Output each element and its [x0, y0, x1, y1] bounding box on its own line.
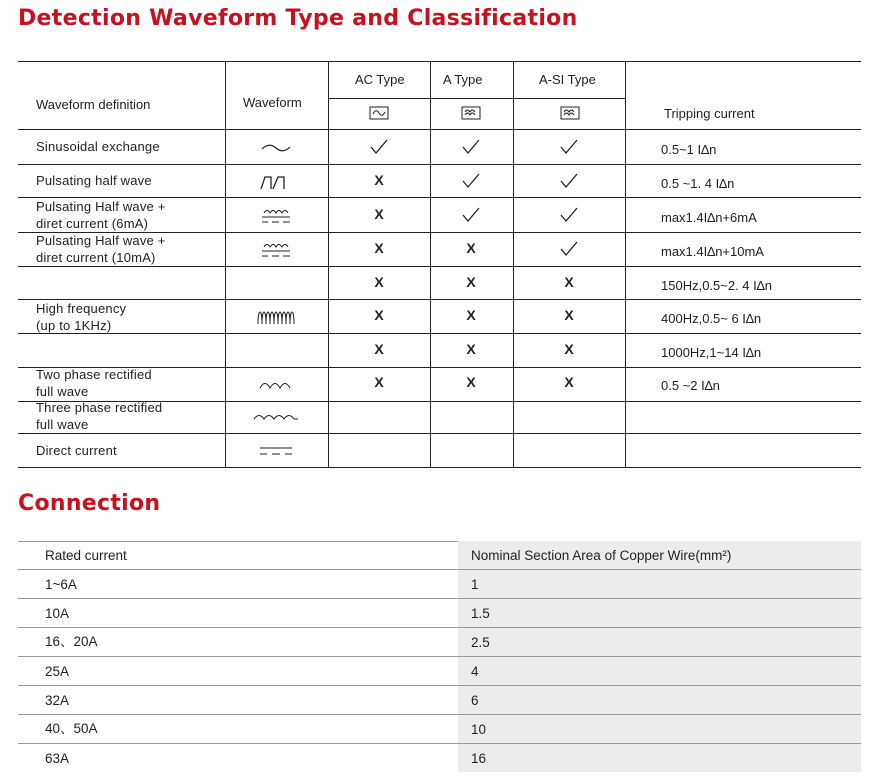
- row0-a-check-icon: [461, 138, 481, 156]
- connection-table: [18, 541, 861, 772]
- hf-asi-1-cross-mark: X: [564, 307, 574, 323]
- pulsating-half-wave-icon: [260, 173, 292, 191]
- waveform-definition-2: Pulsating Half wave +: [36, 198, 166, 214]
- waveform-definition-3: diret current (10mA): [36, 250, 156, 265]
- detection-waveform-table: [18, 61, 861, 467]
- row0-asi-check-icon: [559, 138, 579, 156]
- row3-a-cross-mark: X: [466, 240, 476, 256]
- wire-area-cell: [458, 686, 861, 714]
- table-row: [18, 744, 861, 772]
- table-row-rule: [18, 266, 861, 267]
- tripping-current-header: Tripping current: [664, 106, 755, 121]
- pulsating-dc-icon: [260, 206, 292, 226]
- wire-area-value: 2.5: [471, 635, 490, 650]
- wire-area-header: Nominal Section Area of Copper Wire(mm²): [471, 548, 732, 563]
- type-icon-rule: [328, 98, 625, 99]
- waveform-definition-1: Pulsating half wave: [36, 173, 152, 188]
- wire-area-cell: [458, 744, 861, 772]
- ac-type-icon: [369, 106, 389, 120]
- table-row: [18, 570, 861, 599]
- table-row-rule: [18, 129, 861, 130]
- table-row-rule: [18, 164, 861, 165]
- waveform-definition-6: full wave: [36, 417, 89, 432]
- hf-asi-2-cross-mark: X: [564, 341, 574, 357]
- waveform-definition-header: Waveform definition: [36, 97, 151, 112]
- hf-a-2-cross-mark: X: [466, 341, 476, 357]
- row2-ac-cross-mark: X: [374, 205, 384, 222]
- asi-type-icon: [560, 106, 580, 120]
- table-row-rule: [18, 467, 861, 468]
- wire-area-header-cell: [458, 541, 861, 569]
- tripping-current-value: 0.5 ~1. 4 I∆n: [661, 175, 735, 191]
- detection-title: Detection Waveform Type and Classification: [18, 6, 578, 31]
- waveform-definition-0: Sinusoidal exchange: [36, 139, 160, 154]
- table-row-rule: [18, 299, 861, 300]
- asi-type-header: A-SI Type: [539, 72, 596, 87]
- connection-header-row: [18, 541, 861, 570]
- table-row-rule: [18, 433, 861, 434]
- wire-area-value: 4: [471, 664, 479, 679]
- wire-area-cell: [458, 657, 861, 685]
- table-row: [18, 599, 861, 628]
- rated-current-value: 63A: [45, 751, 70, 766]
- col-rule-waveform: [225, 61, 226, 467]
- hf-ac-2-cross-mark: X: [374, 341, 384, 357]
- tripping-current-value: 1000Hz,1~14 I∆n: [661, 345, 762, 360]
- rated-current-value: 25A: [45, 664, 70, 679]
- wire-area-value: 6: [471, 693, 479, 708]
- wire-area-value: 1: [471, 577, 479, 592]
- row3-ac-cross-mark: X: [374, 240, 384, 256]
- waveform-header: Waveform: [243, 95, 302, 110]
- high-frequency-wave-icon: [256, 308, 296, 328]
- waveform-definition-5: Two phase rectified: [36, 367, 152, 382]
- hf-ac-1-cross-mark: X: [374, 307, 384, 323]
- wire-area-value: 1.5: [471, 606, 490, 621]
- rated-current-cell: [18, 628, 458, 656]
- tripping-current-value: 0.5 ~2 I∆n: [661, 378, 720, 393]
- waveform-definition-7: Direct current: [36, 442, 117, 458]
- table-row: [18, 628, 861, 657]
- col-rule-ac: [328, 61, 329, 467]
- rated-current-value: 1~6A: [45, 577, 77, 592]
- wire-area-value: 10: [471, 722, 487, 737]
- rated-current-value: 16、20A: [45, 634, 98, 649]
- tripping-current-value: max1.4I∆n+6mA: [661, 209, 757, 225]
- waveform-definition-4: High frequency: [36, 300, 127, 316]
- table-row: [18, 657, 861, 686]
- tripping-current-value: max1.4I∆n+10mA: [661, 244, 764, 259]
- direct-current-icon: [259, 446, 293, 456]
- row5-a-cross-mark: X: [466, 374, 476, 390]
- pulsating-dc-icon: [260, 240, 292, 260]
- rated-current-cell: [18, 715, 458, 743]
- row1-asi-check-icon: [559, 172, 579, 190]
- table-row: [18, 686, 861, 715]
- row3-asi-check-icon: [559, 240, 579, 258]
- table-row: [18, 715, 861, 744]
- tripping-current-value: 400Hz,0.5~ 6 I∆n: [661, 311, 762, 326]
- wire-area-cell: [458, 628, 861, 656]
- rated-current-value: 32A: [45, 693, 70, 708]
- three-phase-rectified-icon: [252, 411, 300, 423]
- table-row-rule: [18, 333, 861, 334]
- wire-area-cell: [458, 715, 861, 743]
- rated-current-cell: [18, 686, 458, 714]
- a-type-icon: [461, 106, 481, 120]
- row5-asi-cross-mark: X: [564, 374, 574, 390]
- connection-title: Connection: [18, 491, 161, 516]
- col-rule-tripping: [625, 61, 626, 467]
- ac-type-header: AC Type: [355, 72, 405, 87]
- rated-current-cell: [18, 570, 458, 598]
- waveform-definition-6: Three phase rectified: [36, 400, 163, 415]
- tripping-current-value: 150Hz,0.5~2. 4 I∆n: [661, 277, 772, 293]
- row2-asi-check-icon: [559, 206, 579, 224]
- waveform-definition-2: diret current (6mA): [36, 215, 149, 231]
- waveform-definition-3: Pulsating Half wave +: [36, 233, 166, 248]
- row1-a-check-icon: [461, 172, 481, 190]
- rated-current-cell: [18, 657, 458, 685]
- wire-area-value: 16: [471, 751, 487, 766]
- tripping-current-value: 0.5~1 I∆n: [661, 141, 717, 157]
- rated-current-header: Rated current: [45, 548, 127, 563]
- rated-current-cell: [18, 744, 458, 772]
- rated-current-cell: [18, 599, 458, 627]
- hf-asi-0-cross-mark: X: [564, 273, 574, 290]
- row2-a-check-icon: [461, 206, 481, 224]
- col-rule-asi: [513, 61, 514, 467]
- rated-current-header-cell: [18, 541, 458, 569]
- rated-current-value: 10A: [45, 606, 70, 621]
- type-header-rule: [328, 61, 625, 62]
- row0-ac-check-icon: [369, 138, 389, 156]
- col-rule-a: [430, 61, 431, 467]
- hf-a-0-cross-mark: X: [466, 273, 476, 290]
- a-type-header: A Type: [443, 72, 483, 87]
- waveform-definition-4: (up to 1KHz): [36, 317, 112, 333]
- row1-ac-cross-mark: X: [374, 171, 384, 188]
- row5-ac-cross-mark: X: [374, 374, 384, 390]
- rated-current-value: 40、50A: [45, 721, 98, 736]
- two-phase-rectified-icon: [258, 378, 294, 390]
- waveform-definition-5: full wave: [36, 384, 89, 399]
- hf-ac-0-cross-mark: X: [374, 273, 384, 290]
- hf-a-1-cross-mark: X: [466, 307, 476, 323]
- sine-wave-icon: [261, 142, 291, 154]
- wire-area-cell: [458, 599, 861, 627]
- wire-area-cell: [458, 570, 861, 598]
